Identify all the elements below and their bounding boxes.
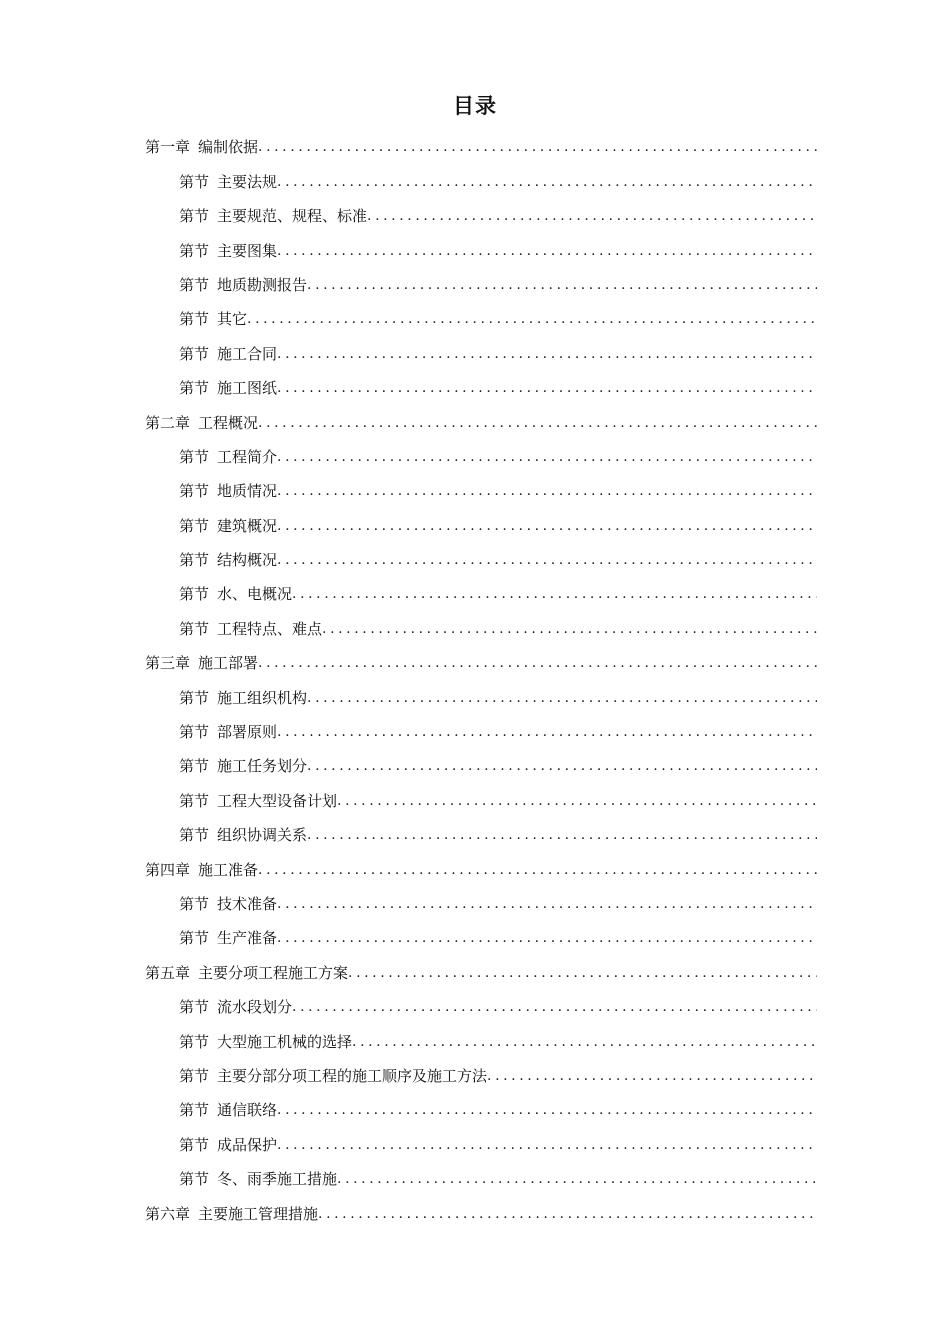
- toc-entry-text: 大型施工机械的选择: [217, 1032, 353, 1051]
- toc-entry-section[interactable]: [179, 780, 817, 814]
- toc-entry-number: 第节: [179, 1066, 210, 1085]
- toc-entry-text: 工程简介: [217, 447, 278, 466]
- toc-entry-number: 第节: [179, 1101, 210, 1120]
- toc-dot-leader: [337, 1170, 817, 1188]
- toc-entry-text: 生产准备: [217, 929, 278, 948]
- toc-dot-leader: [258, 138, 817, 156]
- toc-dot-leader: [292, 998, 817, 1016]
- toc-entry-label: [179, 792, 337, 810]
- toc-entry-text: 施工图纸: [217, 379, 278, 398]
- toc-entry-label: [145, 654, 258, 672]
- toc-entry-section[interactable]: [179, 161, 817, 195]
- toc-dot-leader: [277, 551, 817, 569]
- toc-entry-section[interactable]: [179, 196, 817, 230]
- toc-entry-section[interactable]: [179, 987, 817, 1021]
- toc-entry-text: 其它: [217, 310, 248, 329]
- toc-entry-number: 第三章: [145, 654, 191, 673]
- toc-entry-label: [179, 242, 277, 260]
- toc-entry-number: 第节: [179, 310, 210, 329]
- toc-entry-section[interactable]: [179, 1090, 817, 1124]
- toc-entry-number: 第节: [179, 1032, 210, 1051]
- toc-entry-label: [179, 310, 247, 328]
- toc-entry-label: [179, 173, 277, 191]
- toc-entry-text: 主要图集: [217, 241, 278, 260]
- toc-dot-leader: [277, 723, 817, 741]
- toc-entry-number: 第一章: [145, 138, 191, 157]
- toc-entry-number: 第节: [179, 1135, 210, 1154]
- toc-entry-number: 第四章: [145, 860, 191, 879]
- toc-entry-number: 第五章: [145, 963, 191, 982]
- toc-dot-leader: [307, 276, 817, 294]
- toc-entry-text: 主要法规: [217, 172, 278, 191]
- toc-entry-text: 冬、雨季施工措施: [217, 1170, 338, 1189]
- toc-entry-number: 第节: [179, 791, 210, 810]
- toc-entry-text: 通信联络: [217, 1101, 278, 1120]
- toc-entry-label: [179, 620, 322, 638]
- page-title: 目录: [453, 94, 497, 118]
- toc-dot-leader: [258, 861, 817, 879]
- toc-dot-leader: [277, 517, 817, 535]
- toc-entry-number: 第节: [179, 998, 210, 1017]
- toc-dot-leader: [277, 929, 817, 947]
- toc-entry-text: 工程概况: [198, 413, 259, 432]
- toc-dot-leader: [277, 242, 817, 260]
- toc-dot-leader: [277, 448, 817, 466]
- toc-entry-section[interactable]: [179, 471, 817, 505]
- toc-entry-number: 第节: [179, 241, 210, 260]
- toc-dot-leader: [348, 964, 817, 982]
- toc-entry-text: 施工合同: [217, 344, 278, 363]
- toc-dot-leader: [277, 1101, 817, 1119]
- toc-entry-section[interactable]: [179, 608, 817, 642]
- toc-entry-text: 流水段划分: [217, 998, 293, 1017]
- toc-entry-label: [179, 585, 292, 603]
- toc-entry-label: [179, 929, 277, 947]
- toc-dot-leader: [487, 1067, 817, 1085]
- toc-entry-section[interactable]: [179, 884, 817, 918]
- toc-entry-text: 地质情况: [217, 482, 278, 501]
- toc-dot-leader: [258, 654, 817, 672]
- toc-entry-text: 工程大型设备计划: [217, 791, 338, 810]
- toc-entry-label: [179, 689, 307, 707]
- toc-entry-label: [179, 1136, 277, 1154]
- toc-entry-section[interactable]: [179, 230, 817, 264]
- toc-entry-label: [145, 861, 258, 879]
- toc-dot-leader: [307, 826, 817, 844]
- toc-entry-text: 施工组织机构: [217, 688, 308, 707]
- toc-entry-text: 施工任务划分: [217, 757, 308, 776]
- toc-list: [0, 127, 950, 1228]
- toc-entry-section[interactable]: [179, 677, 817, 711]
- toc-entry-section[interactable]: [179, 815, 817, 849]
- toc-entry-section[interactable]: [179, 918, 817, 952]
- toc-entry-number: 第节: [179, 894, 210, 913]
- toc-entry-text: 编制依据: [198, 138, 259, 157]
- toc-entry-text: 组织协调关系: [217, 826, 308, 845]
- toc-entry-text: 施工准备: [198, 860, 259, 879]
- toc-entry-text: 水、电概况: [217, 585, 293, 604]
- toc-entry-number: 第节: [179, 551, 210, 570]
- toc-entry-label: [179, 1067, 487, 1085]
- toc-entry-label: [145, 414, 258, 432]
- toc-entry-number: 第六章: [145, 1204, 191, 1223]
- toc-entry-label: [145, 138, 258, 156]
- toc-dot-leader: [307, 689, 817, 707]
- toc-entry-text: 工程特点、难点: [217, 619, 323, 638]
- toc-entry-label: [179, 1101, 277, 1119]
- toc-entry-number: 第节: [179, 275, 210, 294]
- toc-dot-leader: [277, 379, 817, 397]
- toc-entry-number: 第节: [179, 757, 210, 776]
- toc-entry-label: [179, 895, 277, 913]
- toc-entry-text: 成品保护: [217, 1135, 278, 1154]
- toc-entry-label: [179, 345, 277, 363]
- toc-entry-section[interactable]: [179, 712, 817, 746]
- toc-entry-text: 部署原则: [217, 723, 278, 742]
- toc-entry-label: [145, 964, 348, 982]
- toc-entry-number: 第节: [179, 619, 210, 638]
- toc-entry-label: [145, 1205, 318, 1223]
- toc-entry-section[interactable]: [179, 299, 817, 333]
- toc-dot-leader: [277, 482, 817, 500]
- toc-entry-label: [179, 998, 292, 1016]
- toc-entry-number: 第二章: [145, 413, 191, 432]
- toc-entry-label: [179, 379, 277, 397]
- toc-entry-chapter[interactable]: [145, 402, 817, 436]
- toc-entry-number: 第节: [179, 1170, 210, 1189]
- toc-dot-leader: [367, 207, 817, 225]
- toc-entry-section[interactable]: [179, 437, 817, 471]
- toc-entry-text: 结构概况: [217, 551, 278, 570]
- toc-entry-label: [179, 482, 277, 500]
- toc-entry-chapter[interactable]: [145, 1193, 817, 1227]
- toc-entry-label: [179, 757, 307, 775]
- toc-entry-number: 第节: [179, 344, 210, 363]
- toc-entry-section[interactable]: [179, 265, 817, 299]
- toc-entry-text: 主要分项工程施工方案: [198, 963, 349, 982]
- toc-entry-text: 主要规范、规程、标准: [217, 207, 368, 226]
- toc-entry-text: 建筑概况: [217, 516, 278, 535]
- toc-entry-number: 第节: [179, 172, 210, 191]
- toc-entry-chapter[interactable]: [145, 952, 817, 986]
- toc-entry-text: 主要分部分项工程的施工顺序及施工方法: [217, 1066, 488, 1085]
- toc-entry-label: [179, 448, 277, 466]
- toc-entry-section[interactable]: [179, 505, 817, 539]
- toc-entry-section[interactable]: [179, 574, 817, 608]
- toc-entry-text: 地质勘测报告: [217, 275, 308, 294]
- toc-entry-chapter[interactable]: [145, 127, 817, 161]
- toc-dot-leader: [258, 414, 817, 432]
- toc-entry-number: 第节: [179, 723, 210, 742]
- toc-entry-number: 第节: [179, 516, 210, 535]
- toc-dot-leader: [318, 1205, 817, 1223]
- toc-entry-text: 主要施工管理措施: [198, 1204, 319, 1223]
- toc-entry-label: [179, 276, 307, 294]
- toc-entry-chapter[interactable]: [145, 849, 817, 883]
- toc-dot-leader: [277, 173, 817, 191]
- toc-entry-section[interactable]: [179, 368, 817, 402]
- toc-entry-label: [179, 517, 277, 535]
- toc-entry-number: 第节: [179, 826, 210, 845]
- toc-entry-section[interactable]: [179, 1056, 817, 1090]
- toc-entry-number: 第节: [179, 482, 210, 501]
- toc-dot-leader: [307, 757, 817, 775]
- toc-dot-leader: [352, 1033, 817, 1051]
- toc-entry-number: 第节: [179, 447, 210, 466]
- toc-entry-label: [179, 1033, 352, 1051]
- toc-entry-label: [179, 207, 367, 225]
- toc-dot-leader: [277, 1136, 817, 1154]
- toc-entry-label: [179, 1170, 337, 1188]
- toc-entry-number: 第节: [179, 585, 210, 604]
- toc-entry-section[interactable]: [179, 540, 817, 574]
- toc-entry-label: [179, 723, 277, 741]
- toc-entry-section[interactable]: [179, 1124, 817, 1158]
- toc-entry-number: 第节: [179, 207, 210, 226]
- toc-entry-number: 第节: [179, 379, 210, 398]
- toc-entry-label: [179, 551, 277, 569]
- toc-entry-text: 技术准备: [217, 894, 278, 913]
- toc-dot-leader: [292, 585, 817, 603]
- toc-entry-section[interactable]: [179, 1159, 817, 1193]
- toc-entry-section[interactable]: [179, 1021, 817, 1055]
- toc-dot-leader: [322, 620, 817, 638]
- toc-dot-leader: [277, 895, 817, 913]
- toc-entry-text: 施工部署: [198, 654, 259, 673]
- toc-dot-leader: [337, 792, 817, 810]
- toc-entry-label: [179, 826, 307, 844]
- toc-entry-section[interactable]: [179, 333, 817, 367]
- toc-entry-number: 第节: [179, 929, 210, 948]
- toc-entry-chapter[interactable]: [145, 643, 817, 677]
- toc-dot-leader: [277, 345, 817, 363]
- toc-entry-section[interactable]: [179, 746, 817, 780]
- toc-entry-number: 第节: [179, 688, 210, 707]
- toc-dot-leader: [247, 310, 817, 328]
